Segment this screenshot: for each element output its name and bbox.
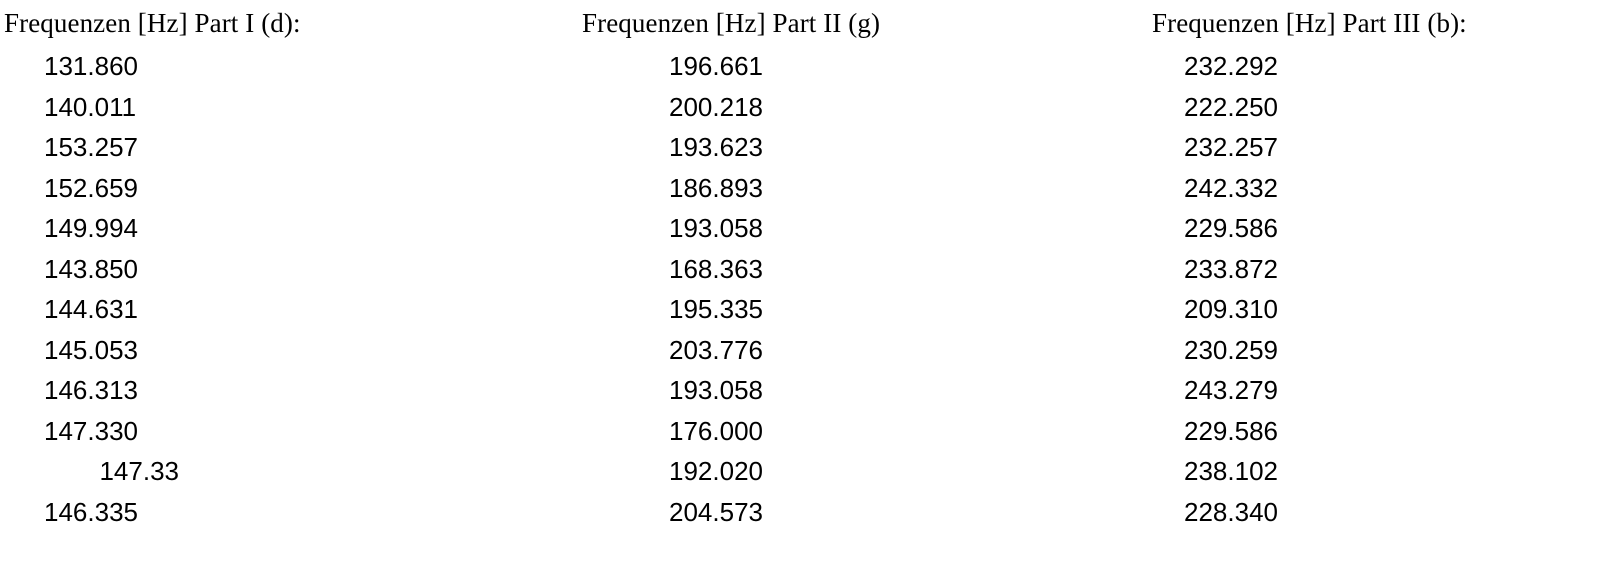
frequency-columns — [0, 6, 1620, 532]
frequency-value: 200.218 — [669, 91, 763, 122]
frequency-value: 209.310 — [1184, 294, 1278, 324]
column-title-part-2: Frequenzen [Hz] Part II (g) — [582, 8, 881, 38]
frequency-column-part-3 — [1149, 6, 1620, 532]
column-title-part-3: Frequenzen [Hz] Part III (b): — [1152, 8, 1467, 38]
frequency-value: 243.279 — [1184, 375, 1278, 405]
frequency-value: 146.313 — [44, 375, 138, 405]
frequency-value: 230.259 — [1184, 334, 1278, 365]
frequency-value: 204.573 — [669, 496, 763, 527]
frequency-value: 196.661 — [669, 51, 763, 81]
frequency-value: 222.250 — [1184, 91, 1278, 122]
frequency-value: 168.363 — [669, 253, 763, 284]
frequency-value: 193.058 — [669, 213, 763, 243]
frequency-value: 193.058 — [669, 375, 763, 405]
frequency-value: 229.586 — [1184, 415, 1278, 446]
frequency-value: 176.000 — [669, 415, 763, 446]
frequency-value: 229.586 — [1184, 213, 1278, 243]
frequency-column-part-2 — [579, 6, 1149, 532]
frequency-value: 143.850 — [44, 253, 138, 284]
frequency-column-part-1 — [0, 6, 579, 532]
frequency-value: 203.776 — [669, 334, 763, 365]
frequency-value: 232.292 — [1184, 51, 1278, 81]
frequency-value: 193.623 — [669, 132, 763, 162]
frequency-value: 147.330 — [44, 415, 138, 446]
frequency-value: 242.332 — [1184, 172, 1278, 203]
frequency-value: 146.335 — [44, 496, 138, 527]
frequency-value: 140.011 — [44, 91, 137, 122]
frequency-value: 145.053 — [44, 334, 138, 365]
frequency-value: 131.860 — [44, 51, 138, 81]
frequency-value: 152.659 — [44, 172, 138, 203]
frequency-value: 195.335 — [669, 294, 763, 324]
frequency-value: 153.257 — [44, 132, 138, 162]
frequency-value: 144.631 — [44, 294, 138, 324]
frequency-value: 228.340 — [1184, 496, 1278, 527]
frequency-value: 149.994 — [44, 213, 138, 243]
frequency-value: 232.257 — [1184, 132, 1278, 162]
frequency-value: 233.872 — [1184, 253, 1278, 284]
frequency-value: 147.33 — [99, 456, 179, 486]
frequency-value: 192.020 — [669, 456, 763, 486]
value-list-part-2 — [579, 46, 1149, 532]
frequency-value: 186.893 — [669, 172, 763, 203]
frequency-value: 238.102 — [1184, 456, 1278, 486]
value-list-part-1 — [4, 46, 579, 532]
value-list-part-3 — [1149, 46, 1620, 532]
column-title-part-1: Frequenzen [Hz] Part I (d): — [4, 8, 301, 38]
